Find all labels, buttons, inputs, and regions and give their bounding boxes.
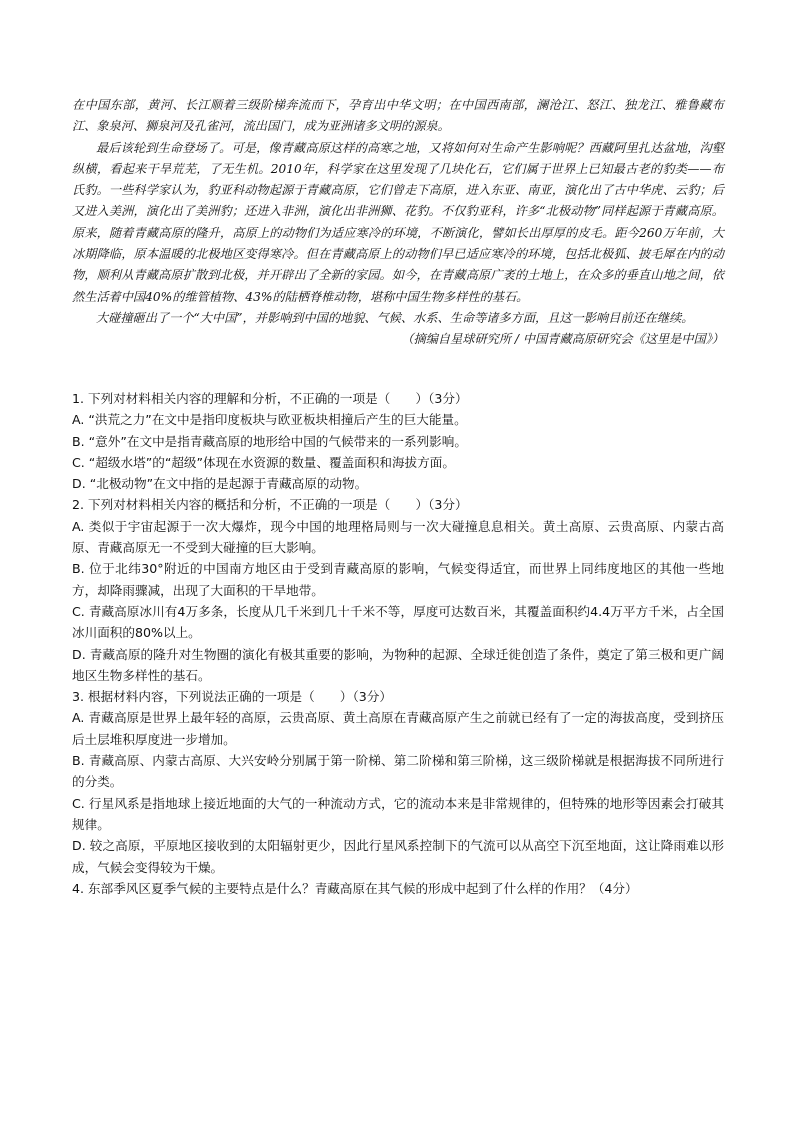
passage-paragraph-2: 最后该轮到生命登场了。可是，像青藏高原这样的高寒之地，又将如何对生命产生影响呢？西藏阿里扎达盆地，沟壑纵横，看起来干旱荒芜，了无生机。2010年，科学家在这里发现了几块化石，它们属于世界上已知最古老的豹类——布氏豹。一些科学家认为，豹亚科动物起源于青藏高原，它们曾走下高原，进入东亚、南亚，演化出了古中华虎、云豹；后又进入美洲，演化出了美洲豹；还进入非洲，演化出非洲狮、花豹。不仅豹亚科，许多“北极动物”同样起源于青藏高原。原来，随着青藏高原的隆升，高原上的动物们为适应寒冷的环境，不断演化，譬如长出厚厚的皮毛。距今260万年前，大冰期降临，原本温暖的北极地区变得寒冷。但在青藏高原上的动物们早已适应寒冷的环境，包括北极狐、披毛犀在内的动物，顺利从青藏高原扩散到北极，并开辟出了全新的家园。如今，在青藏高原广袤的土地上，在众多的垂直山地之间，依然生活着中国40%的维管植物、43%的陆栖脊椎动物，堪称中国生物多样性的基石。 xyxy=(72,140,724,304)
question-1-option-d: D. “北极动物”在文中指的是起源于青藏高原的动物。 xyxy=(72,476,368,492)
question-4-stem: 4. 东部季风区夏季气候的主要特点是什么？青藏高原在其气候的形成中起到了什么样的作用？（4分） xyxy=(72,880,638,896)
question-list xyxy=(72,388,724,899)
question-1-option-c: C. “超级水塔”的“超级”体现在水资源的数量、覆盖面积和海拔方面。 xyxy=(72,454,455,470)
question-3-option-c: C. 行星风系是指地球上接近地面的大气的一种流动方式，它的流动本来是非常规律的，但特殊的地形等因素会打破其规律。 xyxy=(72,795,724,832)
reading-passage xyxy=(72,95,724,351)
question-2-option-b: B. 位于北纬30°附近的中国南方地区由于受到青藏高原的影响，气候变得适宜，而世界上同纬度地区的其他一些地方，却降雨骤减，出现了大面积的干旱地带。 xyxy=(72,561,724,598)
question-1-stem: 1. 下列对材料相关内容的理解和分析，不正确的一项是（ ）（3分） xyxy=(72,391,468,406)
question-3-option-b: B. 青藏高原、内蒙古高原、大兴安岭分别属于第一阶梯、第二阶梯和第三阶梯，这三级阶梯就是根据海拔不同所进行的分类。 xyxy=(72,753,724,790)
question-3-stem: 3. 根据材料内容，下列说法正确的一项是（ ）（3分） xyxy=(72,689,392,705)
question-2-option-a: A. 类似于宇宙起源于一次大爆炸，现今中国的地理格局则与一次大碰撞息息相关。黄土高原、云贵高原、内蒙古高原、青藏高原无一不受到大碰撞的巨大影响。 xyxy=(72,518,724,556)
question-1-option-b: B. “意外”在文中是指青藏高原的地形给中国的气候带来的一系列影响。 xyxy=(72,433,467,449)
passage-source: （摘编自星球研究所 / 中国青藏高原研究会《这里是中国》） xyxy=(401,332,724,347)
passage-paragraph-3: 大碰撞砸出了一个“大中国”，并影响到中国的地貌、气候、水系、生命等诸多方面，且这一影响目前还在继续。 xyxy=(96,310,694,325)
question-1-option-a: A. “洪荒之力”在文中是指印度板块与欧亚板块相撞后产生的巨大能量。 xyxy=(72,412,467,428)
passage-paragraph-1: 在中国东部，黄河、长江顺着三级阶梯奔流而下，孕育出中华文明；在中国西南部，澜沧江、怒江、独龙江、雅鲁藏布江、象泉河、狮泉河及孔雀河，流出国门，成为亚洲诸多文明的源泉。 xyxy=(72,98,724,134)
question-2-option-d: D. 青藏高原的隆升对生物圈的演化有极其重要的影响，为物种的起源、全球迁徙创造了条件，奠定了第三极和更广阔地区生物多样性的基石。 xyxy=(72,646,724,683)
question-2-stem: 2. 下列对材料相关内容的概括和分析，不正确的一项是（ ）（3分） xyxy=(72,497,468,513)
question-2-option-c: C. 青藏高原冰川有4万多条，长度从几千米到几十千米不等，厚度可达数百米，其覆盖面积约4.4万平方千米，占全国冰川面积的80%以上。 xyxy=(72,603,724,641)
question-3-option-a: A. 青藏高原是世界上最年轻的高原，云贵高原、黄土高原在青藏高原产生之前就已经有了一定的海拔高度，受到挤压后土层堆积厚度进一步增加。 xyxy=(72,710,724,747)
question-3-option-d: D. 较之高原，平原地区接收到的太阳辐射更少，因此行星风系控制下的气流可以从高空下沉至地面，这让降雨难以形成，气候会变得较为干燥。 xyxy=(72,838,724,875)
